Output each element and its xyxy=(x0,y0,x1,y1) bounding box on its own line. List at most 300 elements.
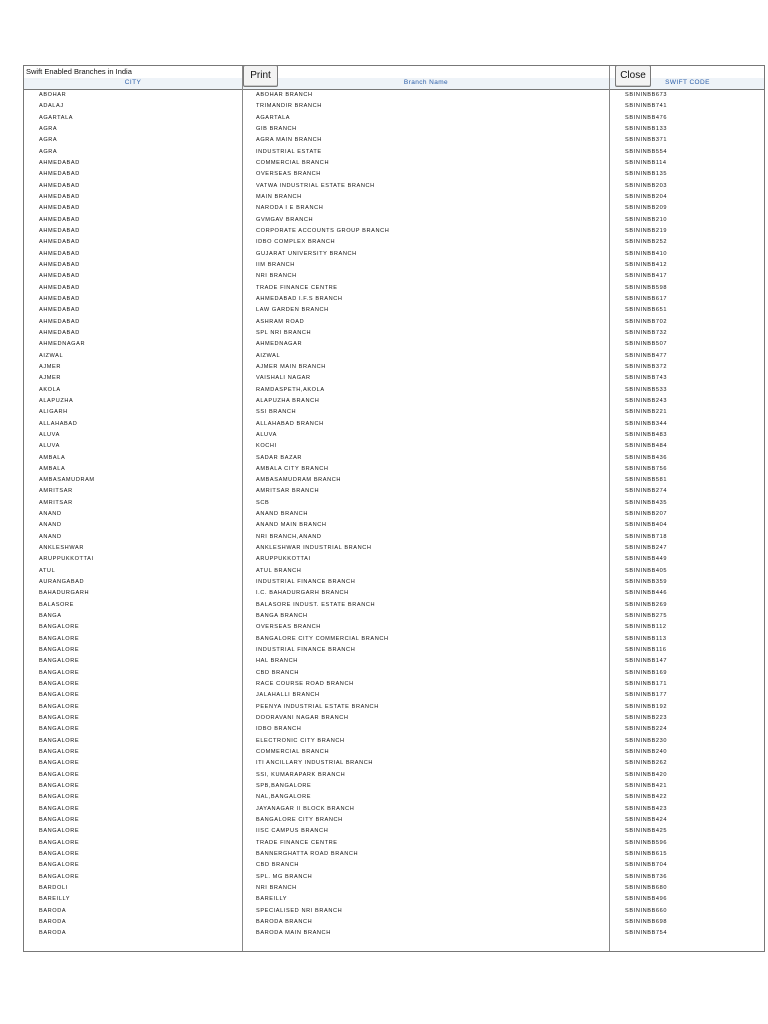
city-cell: AHMEDABAD xyxy=(39,171,80,178)
table-row xyxy=(24,215,764,226)
swift-code-cell: SBININBB252 xyxy=(625,239,668,246)
branch-name-cell: DOORAVANI NAGAR BRANCH xyxy=(256,715,349,722)
branch-name-cell: NRI BRANCH xyxy=(256,884,297,891)
table-row xyxy=(24,464,764,475)
city-cell: BANGALORE xyxy=(39,669,80,676)
swift-code-cell: SBININBB702 xyxy=(625,318,668,325)
swift-code-cell: SBININBB210 xyxy=(625,216,668,223)
city-cell: AMRITSAR xyxy=(39,488,73,495)
column-header-swift: SWIFT CODE xyxy=(665,79,710,86)
city-cell: BARODA xyxy=(39,930,67,937)
city-cell: AJMER xyxy=(39,363,61,370)
table-row xyxy=(24,668,764,679)
table-row xyxy=(24,634,764,645)
branch-name-cell: INDUSTRIAL FINANCE BRANCH xyxy=(256,579,356,586)
branch-name-cell: SPL. MG BRANCH xyxy=(256,873,313,880)
city-cell: ATUL xyxy=(39,567,56,574)
swift-code-cell: SBININBB243 xyxy=(625,397,668,404)
city-cell: AHMEDABAD xyxy=(39,273,80,280)
table-row xyxy=(24,101,764,112)
city-cell: AKOLA xyxy=(39,386,61,393)
city-cell: ALAPUZHA xyxy=(39,397,74,404)
branch-name-cell: SADAR BAZAR xyxy=(256,454,303,461)
swift-code-cell: SBININBB274 xyxy=(625,488,668,495)
column-header-city: CITY xyxy=(124,79,142,86)
city-cell: BANGALORE xyxy=(39,635,80,642)
table-row xyxy=(24,271,764,282)
city-cell: AJMER xyxy=(39,375,61,382)
city-cell: ADALAJ xyxy=(39,103,64,110)
swift-code-cell: SBININBB224 xyxy=(625,726,668,733)
table-row xyxy=(24,385,764,396)
city-cell: AHMEDABAD xyxy=(39,250,80,257)
branch-name-cell: AMBALA CITY BRANCH xyxy=(256,465,329,472)
table-row xyxy=(24,419,764,430)
swift-code-cell: SBININBB230 xyxy=(625,737,668,744)
branch-name-cell: ALAPUZHA BRANCH xyxy=(256,397,320,404)
city-cell: BAHADURGARH xyxy=(39,590,90,597)
branch-name-cell: BALASORE INDUST. ESTATE BRANCH xyxy=(256,601,376,608)
table-row xyxy=(24,588,764,599)
table-row xyxy=(24,328,764,339)
table-row xyxy=(24,566,764,577)
branch-name-cell: AHMEDABAD I.F.S BRANCH xyxy=(256,295,343,302)
city-cell: BANGALORE xyxy=(39,737,80,744)
branch-name-cell: INDUSTRIAL FINANCE BRANCH xyxy=(256,647,356,654)
table-row xyxy=(24,770,764,781)
branch-name-cell: COMMERCIAL BRANCH xyxy=(256,749,330,756)
city-cell: BANGALORE xyxy=(39,817,80,823)
table-row xyxy=(24,600,764,611)
table-row xyxy=(24,690,764,701)
branch-name-cell: OVERSEAS BRANCH xyxy=(256,171,321,178)
city-cell: AGRA xyxy=(39,148,58,155)
city-cell: AHMEDABAD xyxy=(39,159,80,166)
branch-name-cell: AMBASAMUDRAM BRANCH xyxy=(256,477,342,484)
table-row xyxy=(24,713,764,724)
city-cell: BANGALORE xyxy=(39,692,80,699)
swift-code-cell: SBININBB743 xyxy=(625,375,668,382)
swift-code-cell: SBININBB412 xyxy=(625,261,668,268)
city-cell: ALUVA xyxy=(39,431,60,438)
city-cell: AIZWAL xyxy=(39,352,64,359)
swift-code-cell: SBININBB192 xyxy=(625,703,668,710)
city-cell: AHMEDABAD xyxy=(39,239,80,246)
branch-name-cell: BANGALORE CITY COMMERCIAL BRANCH xyxy=(256,635,389,642)
swift-code-cell: SBININBB736 xyxy=(625,873,668,880)
city-cell: BANGALORE xyxy=(39,715,80,722)
table-row xyxy=(24,917,764,928)
city-cell: BANGALORE xyxy=(39,681,80,688)
branch-name-cell: GIB BRANCH xyxy=(256,125,297,132)
city-cell: AMRITSAR xyxy=(39,499,73,506)
branch-name-cell: TRIMANDIR BRANCH xyxy=(256,103,322,110)
swift-code-cell: SBININBB651 xyxy=(625,307,668,314)
print-button[interactable]: Print xyxy=(243,65,278,87)
swift-code-cell: SBININBB754 xyxy=(625,930,668,937)
swift-code-cell: SBININBB424 xyxy=(625,817,668,823)
city-cell: BANGALORE xyxy=(39,703,80,710)
table-row xyxy=(24,373,764,384)
table-row xyxy=(24,113,764,124)
branch-name-cell: GVMGAV BRANCH xyxy=(256,216,314,223)
city-cell: ANAND xyxy=(39,511,62,518)
swift-code-cell: SBININBB698 xyxy=(625,918,668,925)
city-cell: AHMEDABAD xyxy=(39,227,80,234)
branch-name-cell: BANGA BRANCH xyxy=(256,613,308,620)
branch-name-cell: VAISHALI NAGAR xyxy=(256,375,311,382)
city-cell: BANGALORE xyxy=(39,873,80,880)
table-row xyxy=(24,928,764,939)
branch-name-cell: ASHRAM ROAD xyxy=(256,318,305,325)
swift-code-cell: SBININBB410 xyxy=(625,250,668,257)
column-header-row xyxy=(24,78,764,90)
swift-code-cell: SBININBB673 xyxy=(625,92,668,98)
city-cell: BARDOLI xyxy=(39,884,68,891)
city-cell: ANKLESHWAR xyxy=(39,545,84,552)
swift-code-cell: SBININBB204 xyxy=(625,193,668,200)
swift-code-cell: SBININBB114 xyxy=(625,159,667,166)
table-row xyxy=(24,249,764,260)
swift-code-cell: SBININBB177 xyxy=(625,692,668,699)
table-row xyxy=(24,792,764,803)
branch-name-cell: SSI, KUMARAPARK BRANCH xyxy=(256,771,346,778)
swift-code-cell: SBININBB207 xyxy=(625,511,668,518)
city-cell: AMBALA xyxy=(39,454,66,461)
swift-code-cell: SBININBB446 xyxy=(625,590,668,597)
city-cell: AHMEDABAD xyxy=(39,329,80,336)
swift-code-cell: SBININBB209 xyxy=(625,205,668,212)
branch-name-cell: ATUL BRANCH xyxy=(256,567,302,574)
swift-code-cell: SBININBB344 xyxy=(625,420,668,427)
table-row xyxy=(24,849,764,860)
table-row xyxy=(24,158,764,169)
city-cell: AHMEDABAD xyxy=(39,182,80,189)
city-cell: BARODA xyxy=(39,907,67,914)
city-cell: ALLAHABAD xyxy=(39,420,78,427)
table-row xyxy=(24,147,764,158)
table-row xyxy=(24,260,764,271)
swift-code-cell: SBININBB203 xyxy=(625,182,668,189)
branch-name-cell: AIZWAL xyxy=(256,352,281,359)
branch-name-cell: AMRITSAR BRANCH xyxy=(256,488,320,495)
table-row xyxy=(24,724,764,735)
table-row xyxy=(24,441,764,452)
table-row xyxy=(24,747,764,758)
swift-code-cell: SBININBB496 xyxy=(625,896,668,903)
swift-code-cell: SBININBB113 xyxy=(625,635,667,642)
swift-code-cell: SBININBB483 xyxy=(625,431,668,438)
table-row xyxy=(24,407,764,418)
branch-name-cell: ITI ANCILLARY INDUSTRIAL BRANCH xyxy=(256,760,374,767)
table-row xyxy=(24,872,764,883)
city-cell: BARODA xyxy=(39,918,67,925)
swift-code-cell: SBININBB247 xyxy=(625,545,668,552)
city-cell: BANGALORE xyxy=(39,783,80,790)
swift-code-cell: SBININBB372 xyxy=(625,363,668,370)
branch-name-cell: BAREILLY xyxy=(256,896,288,903)
swift-code-cell: SBININBB420 xyxy=(625,771,668,778)
city-cell: BANGALORE xyxy=(39,771,80,778)
swift-code-cell: SBININBB436 xyxy=(625,454,668,461)
table-row xyxy=(24,781,764,792)
branch-name-cell: NRI BRANCH xyxy=(256,273,297,280)
city-cell: BANGALORE xyxy=(39,726,80,733)
branch-name-cell: ANAND MAIN BRANCH xyxy=(256,522,327,529)
branch-name-cell: INDUSTRIAL ESTATE xyxy=(256,148,322,155)
branch-name-cell: CORPORATE ACCOUNTS GROUP BRANCH xyxy=(256,227,390,234)
table-row xyxy=(24,702,764,713)
city-cell: BANGALORE xyxy=(39,760,80,767)
branch-name-cell: IISC CAMPUS BRANCH xyxy=(256,828,329,835)
table-row xyxy=(24,237,764,248)
swift-code-cell: SBININBB275 xyxy=(625,613,668,620)
swift-code-cell: SBININBB435 xyxy=(625,499,668,506)
city-cell: AGARTALA xyxy=(39,114,74,121)
swift-code-cell: SBININBB615 xyxy=(625,850,668,857)
branch-name-cell: AGRA MAIN BRANCH xyxy=(256,137,322,144)
swift-code-cell: SBININBB262 xyxy=(625,760,668,767)
branch-name-cell: PEENYA INDUSTRIAL ESTATE BRANCH xyxy=(256,703,379,710)
branch-name-cell: ALUVA xyxy=(256,431,277,438)
city-cell: ARUPPUKKOTTAI xyxy=(39,556,94,563)
branch-name-cell: ABOHAR BRANCH xyxy=(256,92,313,98)
swift-code-cell: SBININBB171 xyxy=(625,681,668,688)
city-cell: BANGALORE xyxy=(39,749,80,756)
city-cell: AHMEDABAD xyxy=(39,261,80,268)
branch-name-cell: BARODA BRANCH xyxy=(256,918,313,925)
column-header-branch: Branch Name xyxy=(403,79,449,86)
branch-name-cell: NAL,BANGALORE xyxy=(256,794,312,801)
branch-name-cell: COMMERCIAL BRANCH xyxy=(256,159,330,166)
table-row xyxy=(24,611,764,622)
table-row xyxy=(24,317,764,328)
table-row xyxy=(24,351,764,362)
table-row xyxy=(24,226,764,237)
swift-code-cell: SBININBB404 xyxy=(625,522,668,529)
city-cell: AHMEDABAD xyxy=(39,318,80,325)
swift-code-cell: SBININBB269 xyxy=(625,601,668,608)
close-button[interactable]: Close xyxy=(615,65,651,87)
swift-code-cell: SBININBB449 xyxy=(625,556,668,563)
table-row xyxy=(24,430,764,441)
table-row xyxy=(24,894,764,905)
swift-code-cell: SBININBB476 xyxy=(625,114,668,121)
branch-name-cell: JAYANAGAR II BLOCK BRANCH xyxy=(256,805,355,812)
branch-name-cell: AGARTALA xyxy=(256,114,291,121)
table-row xyxy=(24,453,764,464)
city-cell: ANAND xyxy=(39,533,62,540)
swift-code-cell: SBININBB116 xyxy=(625,647,667,654)
city-cell: BANGALORE xyxy=(39,624,80,631)
branch-name-cell: TRADE FINANCE CENTRE xyxy=(256,839,338,846)
swift-code-cell: SBININBB756 xyxy=(625,465,668,472)
table-row xyxy=(24,656,764,667)
table-row xyxy=(24,498,764,509)
swift-code-cell: SBININBB598 xyxy=(625,284,668,291)
branch-name-cell: AJMER MAIN BRANCH xyxy=(256,363,326,370)
swift-code-cell: SBININBB219 xyxy=(625,227,668,234)
city-cell: AHMEDNAGAR xyxy=(39,341,86,348)
swift-code-cell: SBININBB732 xyxy=(625,329,668,336)
table-row xyxy=(24,135,764,146)
swift-code-cell: SBININBB147 xyxy=(625,658,668,665)
swift-code-cell: SBININBB533 xyxy=(625,386,668,393)
swift-code-cell: SBININBB417 xyxy=(625,273,668,280)
branch-name-cell: SPB,BANGALORE xyxy=(256,783,312,790)
branch-name-cell: TRADE FINANCE CENTRE xyxy=(256,284,338,291)
table-row xyxy=(24,509,764,520)
branch-table-body xyxy=(24,90,764,940)
branch-name-cell: SCB xyxy=(256,499,270,506)
swift-code-cell: SBININBB135 xyxy=(625,171,668,178)
city-cell: ABOHAR xyxy=(39,92,67,98)
city-cell: ANAND xyxy=(39,522,62,529)
city-cell: BANGALORE xyxy=(39,647,80,654)
branches-sheet xyxy=(23,65,765,952)
city-cell: BANGALORE xyxy=(39,658,80,665)
table-row xyxy=(24,554,764,565)
branch-name-cell: SPECIALISED NRI BRANCH xyxy=(256,907,343,914)
city-cell: ALIGARH xyxy=(39,409,68,416)
table-row xyxy=(24,543,764,554)
branch-name-cell: NRI BRANCH,ANAND xyxy=(256,533,322,540)
city-cell: BAREILLY xyxy=(39,896,71,903)
branch-name-cell: IDBO BRANCH xyxy=(256,726,302,733)
branch-name-cell: BARODA MAIN BRANCH xyxy=(256,930,331,937)
swift-code-cell: SBININBB112 xyxy=(625,624,667,631)
swift-code-cell: SBININBB617 xyxy=(625,295,668,302)
city-cell: BANGALORE xyxy=(39,862,80,869)
table-row xyxy=(24,860,764,871)
branch-name-cell: IDBO COMPLEX BRANCH xyxy=(256,239,336,246)
table-row xyxy=(24,203,764,214)
branch-name-cell: ELECTRONIC CITY BRANCH xyxy=(256,737,345,744)
table-row xyxy=(24,305,764,316)
table-row xyxy=(24,396,764,407)
city-cell: AHMEDABAD xyxy=(39,295,80,302)
swift-code-cell: SBININBB221 xyxy=(625,409,668,416)
table-row xyxy=(24,362,764,373)
table-row xyxy=(24,883,764,894)
city-cell: AHMEDABAD xyxy=(39,216,80,223)
swift-code-cell: SBININBB240 xyxy=(625,749,668,756)
branch-name-cell: ANKLESHWAR INDUSTRIAL BRANCH xyxy=(256,545,372,552)
table-row xyxy=(24,815,764,826)
swift-code-cell: SBININBB660 xyxy=(625,907,668,914)
table-row xyxy=(24,192,764,203)
city-cell: AHMEDABAD xyxy=(39,284,80,291)
swift-code-cell: SBININBB371 xyxy=(625,137,668,144)
swift-code-cell: SBININBB359 xyxy=(625,579,668,586)
branch-name-cell: CBD BRANCH xyxy=(256,862,299,869)
branch-name-cell: LAW GARDEN BRANCH xyxy=(256,307,329,314)
city-cell: AURANGABAD xyxy=(39,579,85,586)
branch-name-cell: BANNERGHATTA ROAD BRANCH xyxy=(256,850,359,857)
branch-name-cell: I.C. BAHADURGARH BRANCH xyxy=(256,590,349,597)
branch-name-cell: RAMDASPETH,AKOLA xyxy=(256,386,325,393)
swift-code-cell: SBININBB421 xyxy=(625,783,668,790)
city-cell: AHMEDABAD xyxy=(39,193,80,200)
swift-code-cell: SBININBB581 xyxy=(625,477,668,484)
table-row xyxy=(24,486,764,497)
city-cell: BANGA xyxy=(39,613,62,620)
swift-code-cell: SBININBB477 xyxy=(625,352,668,359)
city-cell: AMBALA xyxy=(39,465,66,472)
table-row xyxy=(24,906,764,917)
swift-code-cell: SBININBB718 xyxy=(625,533,668,540)
table-row xyxy=(24,622,764,633)
swift-code-cell: SBININBB425 xyxy=(625,828,668,835)
swift-code-cell: SBININBB223 xyxy=(625,715,668,722)
swift-code-cell: SBININBB484 xyxy=(625,443,668,450)
swift-code-cell: SBININBB423 xyxy=(625,805,668,812)
swift-code-cell: SBININBB405 xyxy=(625,567,668,574)
swift-code-cell: SBININBB741 xyxy=(625,103,668,110)
table-row xyxy=(24,826,764,837)
branch-name-cell: ARUPPUKKOTTAI xyxy=(256,556,311,563)
city-cell: AMBASAMUDRAM xyxy=(39,477,95,484)
branch-name-cell: NARODA I E BRANCH xyxy=(256,205,324,212)
table-row xyxy=(24,181,764,192)
swift-code-cell: SBININBB596 xyxy=(625,839,668,846)
city-cell: BANGALORE xyxy=(39,850,80,857)
table-row xyxy=(24,294,764,305)
branch-name-cell: HAL BRANCH xyxy=(256,658,298,665)
city-cell: AHMEDABAD xyxy=(39,205,80,212)
table-row xyxy=(24,520,764,531)
table-row xyxy=(24,90,764,101)
swift-code-cell: SBININBB422 xyxy=(625,794,668,801)
table-row xyxy=(24,339,764,350)
branch-name-cell: KOCHI xyxy=(256,443,277,450)
table-row xyxy=(24,736,764,747)
branch-name-cell: VATWA INDUSTRIAL ESTATE BRANCH xyxy=(256,182,375,189)
table-row xyxy=(24,283,764,294)
city-cell: AHMEDABAD xyxy=(39,307,80,314)
city-cell: BANGALORE xyxy=(39,828,80,835)
table-row xyxy=(24,532,764,543)
branch-name-cell: JALAHALLI BRANCH xyxy=(256,692,320,699)
table-row xyxy=(24,475,764,486)
branch-name-cell: CBD BRANCH xyxy=(256,669,299,676)
swift-code-cell: SBININBB680 xyxy=(625,884,668,891)
branch-name-cell: AHMEDNAGAR xyxy=(256,341,303,348)
table-row xyxy=(24,758,764,769)
city-cell: ALUVA xyxy=(39,443,60,450)
swift-code-cell: SBININBB554 xyxy=(625,148,668,155)
sheet-title: Swift Enabled Branches in India xyxy=(26,67,132,76)
table-row xyxy=(24,645,764,656)
branch-name-cell: OVERSEAS BRANCH xyxy=(256,624,321,631)
swift-code-cell: SBININBB133 xyxy=(625,125,668,132)
branch-name-cell: SPL NRI BRANCH xyxy=(256,329,312,336)
branch-name-cell: RACE COURSE ROAD BRANCH xyxy=(256,681,354,688)
swift-code-cell: SBININBB169 xyxy=(625,669,668,676)
branch-name-cell: ALLAHABAD BRANCH xyxy=(256,420,324,427)
branch-name-cell: MAIN BRANCH xyxy=(256,193,302,200)
branch-name-cell: IIM BRANCH xyxy=(256,261,295,268)
city-cell: BANGALORE xyxy=(39,805,80,812)
table-row xyxy=(24,169,764,180)
city-cell: BALASORE xyxy=(39,601,74,608)
city-cell: BANGALORE xyxy=(39,794,80,801)
table-row xyxy=(24,124,764,135)
branch-name-cell: SSI BRANCH xyxy=(256,409,297,416)
table-row xyxy=(24,838,764,849)
table-row xyxy=(24,577,764,588)
city-cell: AGRA xyxy=(39,125,58,132)
